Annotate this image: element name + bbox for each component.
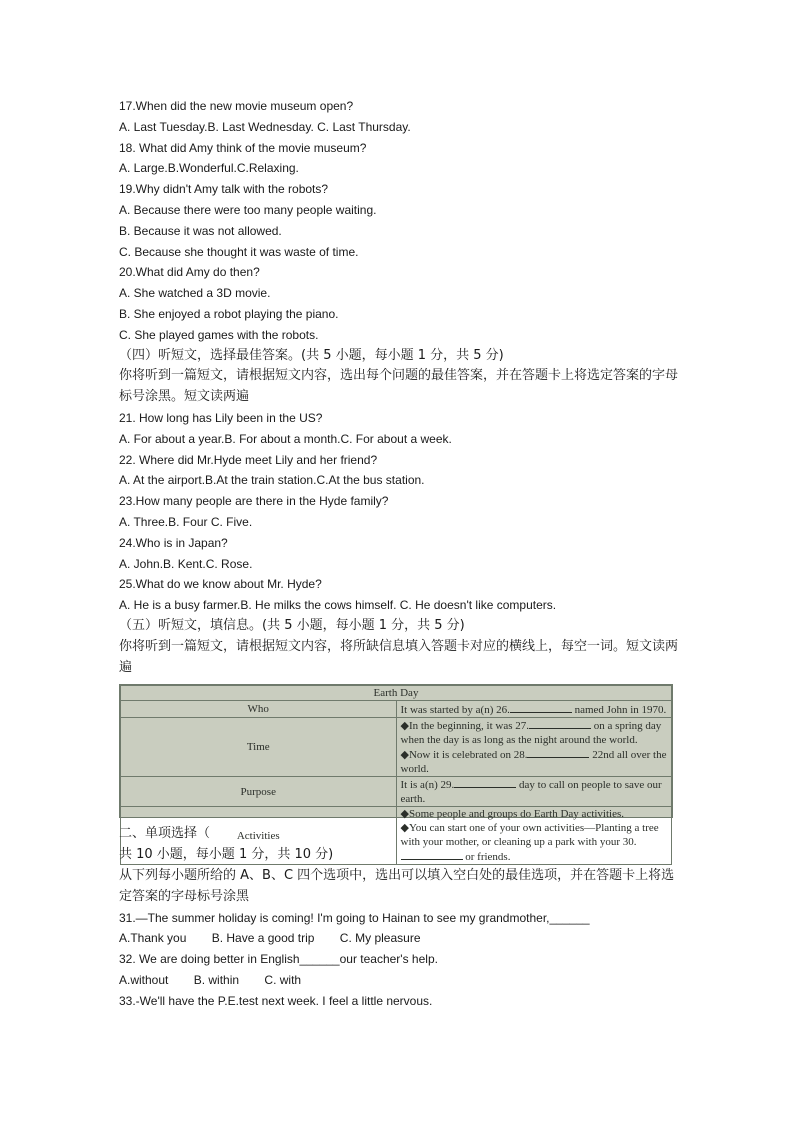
part2-heading-2: 共 10 小题，每小题 1 分，共 10 分)	[119, 847, 334, 863]
question-18: 18. What did Amy think of the movie museum?	[119, 140, 367, 155]
option-19c: C. Because she thought it was waste of time.	[119, 244, 359, 259]
time-1b: on a spring day when the day is as long as the night around the world.	[400, 720, 662, 747]
row-label-time: Time	[121, 718, 397, 777]
row-time	[396, 718, 672, 777]
question-21: 21. How long has Lily been in the US?	[119, 410, 323, 425]
option-32c: C. with	[264, 972, 302, 987]
section5-instruction: 你将听到一篇短文，请根据短文内容，将所缺信息填入答题卡对应的横线上，每空一词。短文读两遍	[119, 638, 679, 675]
option-19b: B. Because it was not allowed.	[119, 223, 282, 238]
activity-line-1: ◆Some people and groups do Earth Day activities.	[400, 808, 625, 821]
question-block-31-33	[119, 908, 679, 1012]
options-31	[119, 928, 679, 949]
blank-26	[510, 702, 572, 713]
blank-27	[529, 718, 591, 729]
option-20c: C. She played games with the robots.	[119, 327, 319, 342]
act-2b: or friends.	[465, 851, 511, 864]
purpose-b: day to call on people to save our earth.	[400, 779, 662, 806]
section4-instruction: 你将听到一篇短文，请根据短文内容，选出每个问题的最佳答案，并在答题卡上将选定答案的字母标号涂黑。短文读两遍	[119, 368, 679, 405]
time-1a: ◆In the beginning, it was 27.	[400, 720, 530, 733]
row-label-activities: Activities	[121, 807, 397, 865]
options-23: A. Three.B. Four C. Five.	[119, 514, 253, 529]
table-title: Earth Day	[121, 686, 672, 701]
row-label-who: Who	[121, 701, 397, 718]
exam-page	[119, 96, 679, 1011]
question-block-17-20	[119, 96, 679, 346]
options-21: A. For about a year.B. For about a month.C. For about a week.	[119, 431, 452, 446]
option-19a: A. Because there were too many people waiting.	[119, 202, 377, 217]
time-2b: 22nd all over the world.	[400, 749, 667, 776]
question-25: 25.What do we know about Mr. Hyde?	[119, 577, 322, 592]
option-31b: B. Have a good trip	[211, 931, 315, 946]
blank-30	[401, 849, 463, 860]
options-24: A. John.B. Kent.C. Rose.	[119, 556, 253, 571]
options-17: A. Last Tuesday.B. Last Wednesday. C. Last Thursday.	[119, 119, 411, 134]
time-2a: ◆Now it is celebrated on 28.	[400, 749, 528, 762]
question-19: 19.Why didn't Amy talk with the robots?	[119, 182, 329, 197]
time-line-1	[401, 718, 668, 747]
section4-heading: （四）听短文，选择最佳答案。(共 5 小题，每小题 1 分，共 5 分)	[119, 347, 504, 363]
act-2a: ◆You can start one of your own activities—Planting a tree with your mother, or cleaning up a park with your 30.	[400, 822, 659, 849]
options-32	[119, 970, 679, 991]
row-purpose	[396, 777, 672, 807]
options-25: A. He is a busy farmer.B. He milks the cows himself. C. He doesn't like computers.	[119, 598, 557, 613]
question-20: 20.What did Amy do then?	[119, 265, 260, 280]
question-33: 33.-We'll have the P.E.test next week. I feel a little nervous.	[119, 993, 433, 1008]
options-18: A. Large.B.Wonderful.C.Relaxing.	[119, 161, 299, 176]
question-24: 24.Who is in Japan?	[119, 535, 228, 550]
row-label-purpose: Purpose	[121, 777, 397, 807]
section5-heading: （五）听短文，填信息。(共 5 小题，每小题 1 分，共 5 分)	[119, 617, 465, 633]
who-text-a: It was started by a(n) 26.	[400, 703, 510, 716]
options-22: A. At the airport.B.At the train station.C.At the bus station.	[119, 473, 425, 488]
time-line-2	[401, 747, 668, 776]
who-text-b: named John in 1970.	[574, 703, 667, 716]
question-31: 31.—The summer holiday is coming! I'm going to Hainan to see my grandmother,______	[119, 910, 590, 925]
question-block-21-25	[119, 408, 679, 616]
part2-heading-1: 二、单项选择（	[119, 826, 211, 842]
blank-29	[454, 777, 516, 788]
question-32: 32. We are doing better in English______our teacher's help.	[119, 952, 438, 967]
option-32b: B. within	[193, 972, 240, 987]
question-22: 22. Where did Mr.Hyde meet Lily and her friend?	[119, 452, 378, 467]
option-32a: A.without	[119, 972, 169, 987]
row-who	[396, 701, 672, 718]
purpose-a: It is a(n) 29.	[400, 779, 455, 792]
question-17: 17.When did the new movie museum open?	[119, 99, 354, 113]
blank-28	[527, 747, 589, 758]
part2-instruction: 从下列每小题所给的 A、B、C 四个选项中，选出可以填入空白处的最佳选项，并在答题卡上将选定答案的字母标号涂黑	[119, 867, 675, 904]
option-31c: C. My pleasure	[339, 931, 421, 946]
question-23: 23.How many people are there in the Hyde family?	[119, 494, 389, 509]
option-20b: B. She enjoyed a robot playing the piano.	[119, 306, 339, 321]
option-31a: A.Thank you	[119, 931, 187, 946]
option-20a: A. She watched a 3D movie.	[119, 286, 271, 301]
